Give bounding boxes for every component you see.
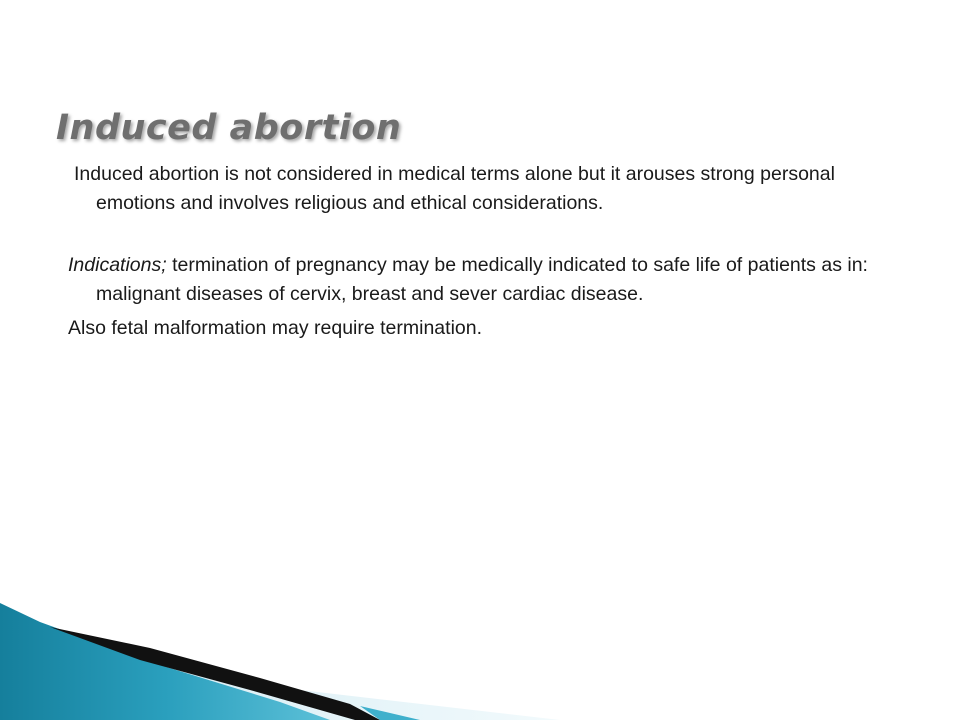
intro-paragraph: Induced abortion is not considered in medical terms alone but it arouses strong personal emotions and involves religious and ethical considerations. xyxy=(74,163,835,214)
indications-paragraph xyxy=(68,251,918,309)
teal-tip xyxy=(360,706,420,720)
fetal-malformation-paragraph: Also fetal malformation may require termination. xyxy=(68,317,483,339)
teal-band xyxy=(0,603,330,720)
paragraph-spacer xyxy=(68,218,918,251)
slide-body xyxy=(68,160,918,343)
light-stripe xyxy=(0,618,560,720)
dark-stripe xyxy=(50,627,380,720)
slide-title: Induced abortion xyxy=(56,108,402,148)
indications-label: Indications; xyxy=(68,254,167,276)
indications-text: termination of pregnancy may be medically indicated to safe life of patients as in: malignant diseases of cervix, breast and sever cardiac disease. xyxy=(96,254,868,305)
